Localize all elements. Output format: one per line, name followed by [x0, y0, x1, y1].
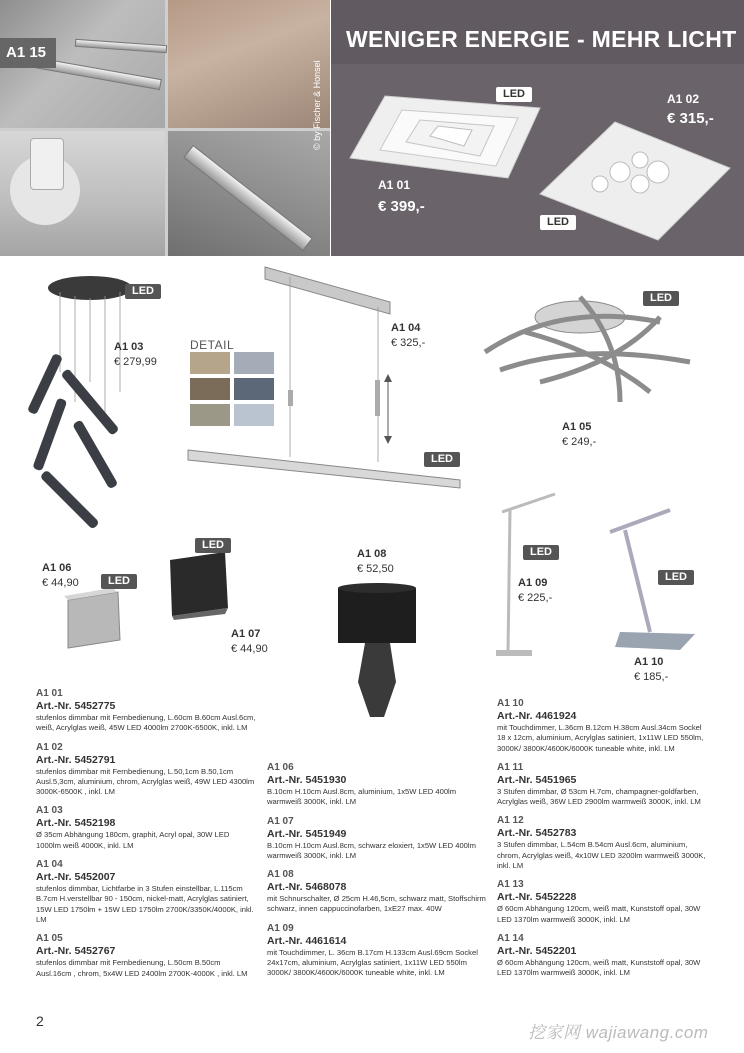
desc-art: Art.-Nr. 4461614 [267, 934, 347, 947]
led-badge-a105: LED [643, 291, 679, 306]
desc-art: Art.-Nr. 5452775 [36, 700, 116, 712]
desc-entry [36, 933, 256, 979]
code-a110: A1 10 [634, 656, 664, 668]
desc-art: Art.-Nr. 5451949 [267, 827, 347, 840]
code-a109: A1 09 [518, 577, 548, 589]
pendant-a103 [27, 276, 132, 530]
price-a110: € 185,- [634, 671, 669, 683]
code-a108: A1 08 [357, 548, 387, 560]
desc-code: A1 03 [36, 805, 63, 817]
desc-text: 3 Stufen dimmbar, L.54cm B.54cm Ausl.6cm, aluminium, chrom, Acrylglas weiß, 4x10W LED 3200lm warmweiß 3000K, inkl. LM [497, 840, 706, 871]
desc-entry [267, 869, 487, 915]
desc-text: Ø 35cm Abhängung 180cm, graphit, Acryl opal, 30W LED 1000lm weiß 4000K, inkl. LM [36, 830, 230, 850]
code-a104: A1 04 [391, 322, 421, 334]
led-badge-a109: LED [523, 545, 559, 560]
price-a102: € 315,- [667, 110, 714, 127]
desc-entry [497, 879, 709, 925]
desc-code: A1 07 [267, 815, 294, 827]
watermark: 挖家网 wajiawang.com [528, 1023, 709, 1042]
floor-a109 [496, 494, 555, 656]
desc-art: Art.-Nr. 5468078 [267, 881, 347, 894]
hero-code: A1 15 [0, 38, 56, 68]
price-a109: € 225,- [518, 592, 553, 604]
photo-brick-wall [168, 0, 330, 128]
desc-text: mit Touchdimmer, L.36cm B.12cm H.38cm Ausl.34cm Sockel 18 x 12cm, aluminium, Acrylglas satiniert, 1x11W LED 550lm, 3000K/ 3800K/4600K/6000K tuneable white, inkl. LM [497, 723, 704, 753]
detail-label: DETAIL [190, 338, 235, 352]
panel-a101 [350, 96, 540, 178]
glass [30, 138, 64, 190]
desc-text: B.10cm H.10cm Ausl.8cm, aluminium, 1x5W LED 400lm warmweiß 3000K, inkl. LM [267, 787, 457, 807]
photo-credit: © by Fischer & Honsel [312, 60, 322, 150]
desc-column-3 [497, 698, 709, 987]
desc-entry [36, 688, 256, 734]
desc-code: A1 11 [497, 761, 524, 773]
page-title: WENIGER ENERGIE - MEHR LICHT [346, 26, 737, 52]
led-badge-a107: LED [195, 538, 231, 553]
desc-text: mit Touchdimmer, L. 36cm B.17cm H.133cm Ausl.69cm Sockel 24x17cm, aluminium, Acrylglas satiniert, 1x11W LED 550lm 3000K/ 3800K/4600K/6000K tuneable white, inkl. LM [267, 947, 478, 978]
desc-art: Art.-Nr. 5452007 [36, 871, 116, 884]
desc-art: Art.-Nr. 5451965 [497, 773, 577, 786]
detail-thumbnails [190, 352, 274, 426]
price-a106: € 44,90 [42, 577, 79, 589]
desc-art: Art.-Nr. 5451930 [267, 774, 347, 786]
desc-art: Art.-Nr. 5452767 [36, 945, 116, 958]
desc-column-1 [36, 688, 256, 987]
code-a102: A1 02 [667, 92, 700, 106]
desc-entry [497, 698, 709, 754]
led-badge-a106: LED [101, 574, 137, 589]
code-a106: A1 06 [42, 562, 72, 574]
desc-code: A1 10 [497, 698, 524, 709]
desc-art: Art.-Nr. 4461924 [497, 710, 577, 722]
wall-a106 [64, 588, 120, 648]
led-badge-a103: LED [125, 284, 161, 299]
desc-entry [36, 805, 256, 851]
led-badge-a101: LED [496, 87, 532, 102]
desc-entry [36, 742, 256, 798]
desc-text: stufenlos dimmbar mit Fernbedienung, L.60cm B.60cm Ausl.6cm, weiß, Acrylglas weiß, 45W LED 4000lm 2700K-6500K, inkl. LM [36, 713, 256, 733]
desc-entry [267, 762, 487, 808]
code-a101: A1 01 [378, 178, 411, 192]
price-a101: € 399,- [378, 198, 425, 215]
ceiling-a105 [485, 297, 690, 402]
page-number: 2 [36, 1013, 44, 1029]
desc-art: Art.-Nr. 5452791 [36, 753, 116, 766]
desc-art: Art.-Nr. 5452228 [497, 891, 577, 904]
code-a105: A1 05 [562, 421, 592, 433]
price-a103: € 279,99 [114, 356, 157, 368]
led-badge-a102: LED [540, 215, 576, 230]
desc-code: A1 05 [36, 933, 63, 945]
price-a104: € 325,- [391, 337, 426, 349]
desc-code: A1 14 [497, 932, 524, 944]
led-badge-a104: LED [424, 452, 460, 467]
desc-column-2 [267, 762, 487, 987]
desc-art: Art.-Nr. 5452783 [497, 827, 577, 840]
desc-text: stufenlos dimmbar mit Fernbedienung, L.50,1cm B.50,1cm Ausl.5,3cm, aluminium, chrom, Acrylglas weiß, 49W LED 4300lm 3000K-6500K , inkl. LM [36, 766, 255, 797]
desc-code: A1 06 [267, 762, 294, 773]
desc-entry [497, 762, 709, 808]
desc-text: stufenlos dimmbar, Lichtfarbe in 3 Stufen einstellbar, L.115cm B.7cm H.verstellbar 90 - 150cm, nickel-matt, Acrylglas satiniert, 15W LED 1750lm + 15W LED 1750lm 2700K/3350K/4000K, inkl. LM [36, 884, 254, 924]
wall-a107 [170, 552, 228, 620]
desc-entry [497, 933, 709, 979]
desc-code: A1 01 [36, 688, 63, 699]
products-illustration [20, 262, 740, 722]
desc-text: stufenlos dimmbar mit Fernbedienung, L.50cm B.50cm Ausl.16cm , chrom, 5x4W LED 2400lm 2700K-4000K , inkl. LM [36, 958, 248, 978]
desc-entry [267, 923, 487, 979]
desc-code: A1 02 [36, 741, 63, 753]
code-a103: A1 03 [114, 341, 144, 353]
price-a108: € 52,50 [357, 563, 394, 575]
desc-text: Ø 60cm Abhängung 120cm, weiß matt, Kunststoff opal, 30W LED 1370lm warmweiß 3000K, inkl. LM [497, 957, 701, 978]
desc-code: A1 13 [497, 879, 524, 891]
pendant-a104 [188, 267, 460, 488]
desc-text: 3 Stufen dimmbar, Ø 53cm H.7cm, champagner-goldfarben, Acrylglas weiß, 36W LED 2900lm warmweiß 3000K, inkl. LM [497, 786, 701, 807]
desc-entry [497, 815, 709, 871]
desc-entry [267, 816, 487, 862]
desc-entry [36, 859, 256, 925]
desc-art: Art.-Nr. 5452198 [36, 817, 116, 830]
desc-code: A1 04 [36, 859, 63, 871]
table-a108 [338, 583, 416, 717]
led-badge-a110: LED [658, 570, 694, 585]
price-a107: € 44,90 [231, 643, 268, 655]
desc-text: Ø 60cm Abhängung 120cm, weiß matt, Kunststoff opal, 30W LED 1370lm warmweiß 3000K, inkl. LM [497, 904, 701, 924]
desc-art: Art.-Nr. 5452201 [497, 944, 577, 957]
price-a105: € 249,- [562, 436, 597, 448]
desc-text: B.10cm H.10cm Ausl.8cm, schwarz eloxiert, 1x5W LED 400lm warmweiß 3000K, inkl. LM [267, 840, 476, 860]
desc-code: A1 08 [267, 869, 294, 881]
code-a107: A1 07 [231, 628, 261, 640]
desc-code: A1 12 [497, 815, 524, 827]
desc-text: mit Schnurschalter, Ø 25cm H.46,5cm, schwarz matt, Stoffschirm schwarz, innen cappuccinofarben, 1xE27 max. 40W [267, 894, 486, 914]
desc-code: A1 09 [267, 922, 294, 934]
